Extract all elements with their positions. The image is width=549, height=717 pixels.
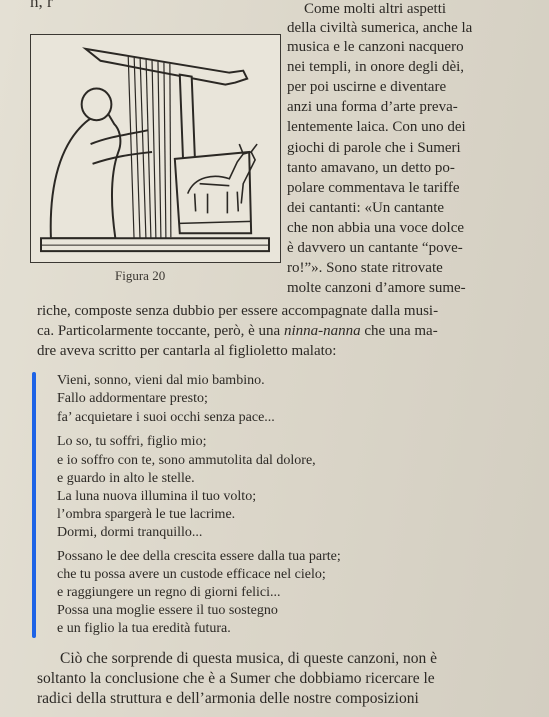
verse-line: Possano le dee della crescita essere dalla tua parte; — [57, 549, 341, 564]
text-line: tanto amavano, un detto po- — [287, 160, 455, 176]
text-line: soltanto la conclusione che è a Sumer che dobbiamo ricercare le — [37, 670, 435, 687]
text-line: giochi di parole che i Sumeri — [287, 140, 461, 156]
figure-illustration — [30, 34, 281, 263]
verse-line: fa’ acquietare i suoi occhi senza pace... — [57, 410, 275, 425]
verse-line: La luna nuova illumina il tuo volto; — [57, 489, 257, 504]
text-line: molte canzoni d’amore sume- — [287, 280, 466, 296]
text-line — [37, 321, 512, 341]
text-line: della civiltà sumerica, anche la — [287, 20, 473, 36]
text-segment: che una ma- — [364, 323, 438, 339]
text-line: lentemente laica. Con uno dei — [287, 119, 466, 135]
text-line: è davvero un cantante “pove- — [287, 240, 463, 256]
text-line: dei cantanti: «Un cantante — [287, 200, 445, 216]
verse-line: e guardo in alto le stelle. — [57, 471, 195, 486]
verse-line: Dormi, dormi tranquillo... — [57, 525, 203, 540]
verse-line: Lo so, tu soffri, figlio mio; — [57, 434, 207, 449]
blue-highlight-mark — [32, 372, 36, 638]
text-line: anzi una forma d’arte preva- — [287, 99, 458, 115]
text-line: Come molti altri aspetti — [304, 1, 447, 17]
text-line: nei templi, in onore degli dèi, — [287, 59, 465, 75]
text-line: musica e le canzoni nacquero — [287, 39, 464, 55]
text-line: Ciò che sorprende di questa musica, di queste canzoni, non è — [60, 650, 438, 667]
verse-line: Vieni, sonno, vieni dal mio bambino. — [57, 373, 265, 388]
verse-line: Fallo addormentare presto; — [57, 391, 208, 406]
verse-line: che tu possa avere un custode efficace nel cielo; — [57, 567, 326, 582]
text-line: radici della struttura e dell’armonia delle nostre composizioni — [37, 690, 419, 707]
verse-line: e un figlio la tua eredità futura. — [57, 621, 231, 636]
text-line: riche, composte senza dubbio per essere accompagnate dalla musi- — [37, 303, 439, 319]
text-line: ro!”». Sono state ritrovate — [287, 260, 443, 276]
verse-line: e raggiungere un regno di giorni felici... — [57, 585, 281, 600]
figure-caption: Figura 20 — [115, 268, 166, 283]
cut-off-top-text: n, r — [30, 0, 53, 11]
text-line: per poi uscirne e diventare — [287, 79, 447, 95]
text-line: che non abbia una voce dolce — [287, 220, 465, 236]
verse-line: l’ombra spargerà le tue lacrime. — [57, 507, 236, 522]
harp-player-drawing — [31, 35, 280, 262]
text-line: dre aveva scritto per cantarla al figlioletto malato: — [37, 343, 337, 359]
text-segment: ca. Particolarmente toccante, però, è una — [37, 323, 281, 339]
verse-line: Possa una moglie essere il tuo sostegno — [57, 603, 278, 618]
text-line: polare commentava le tariffe — [287, 180, 460, 196]
verse-line: e io soffro con te, sono ammutolita dal dolore, — [57, 453, 316, 468]
emphasis-term: ninna-nanna — [283, 323, 361, 339]
